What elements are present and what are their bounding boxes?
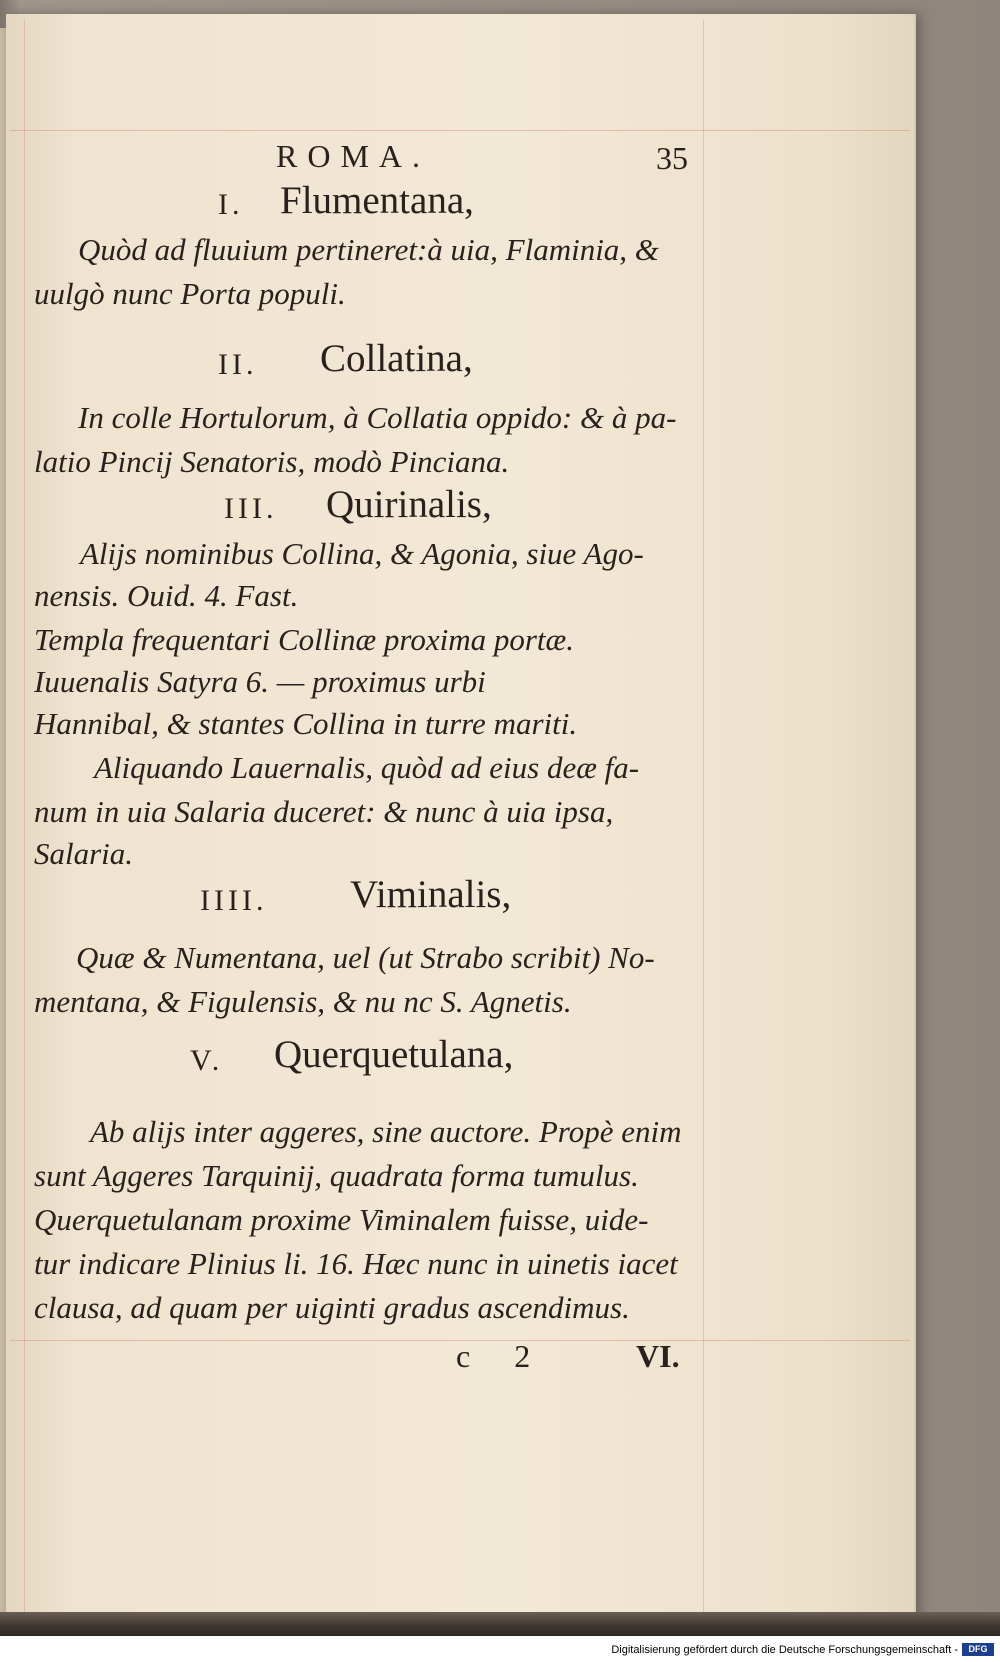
body-line: clausa, ad quam per uiginti gradus ascendimus. bbox=[34, 1290, 630, 1325]
body-line: mentana, & Figulensis, & nu nc S. Agnetis. bbox=[34, 984, 572, 1019]
body-line: Alijs nominibus Collina, & Agonia, siue Ago- bbox=[80, 536, 644, 571]
top-rule bbox=[10, 130, 910, 131]
body-line: Quòd ad fluuium pertineret:à uia, Flaminia, & bbox=[78, 232, 659, 267]
section-numeral: I. bbox=[218, 188, 244, 221]
body-line: num in uia Salaria duceret: & nunc à uia ipsa, bbox=[34, 794, 614, 829]
body-line: Querquetulanam proxime Viminalem fuisse, uide- bbox=[34, 1202, 649, 1237]
page-number: 35 bbox=[656, 140, 688, 176]
catchword: VI. bbox=[636, 1338, 680, 1374]
body-line: tur indicare Plinius li. 16. Hæc nunc in uinetis iacet bbox=[34, 1246, 678, 1281]
body-line: uulgò nunc Porta populi. bbox=[34, 276, 346, 311]
body-line: Templa frequentari Collinæ proxima portæ. bbox=[34, 622, 574, 657]
running-head: ROMA. bbox=[276, 138, 431, 174]
credit-text: Digitalisierung gefördert durch die Deutsche Forschungsgemeinschaft - bbox=[611, 1644, 958, 1656]
section-numeral: III. bbox=[224, 492, 278, 525]
section-numeral: II. bbox=[218, 348, 258, 381]
body-line: Quæ & Numentana, uel (ut Strabo scribit) No- bbox=[76, 940, 655, 975]
body-line: latio Pincij Senatoris, modò Pinciana. bbox=[34, 444, 510, 479]
section-numeral: V. bbox=[190, 1044, 224, 1077]
section-title: Flumentana, bbox=[280, 179, 474, 222]
credit-strip bbox=[0, 1636, 1000, 1662]
section-title: Quirinalis, bbox=[326, 483, 492, 526]
right-margin-rule bbox=[703, 20, 704, 1620]
section-title: Querquetulana, bbox=[274, 1033, 514, 1076]
body-line: Iuuenalis Satyra 6. — proximus urbi bbox=[34, 664, 486, 699]
body-line: nensis. Ouid. 4. Fast. bbox=[34, 578, 299, 613]
scanner-shadow bbox=[0, 1612, 1000, 1636]
section-title: Viminalis, bbox=[350, 873, 512, 916]
left-margin-rule bbox=[24, 20, 25, 1620]
section-numeral: IIII. bbox=[200, 884, 268, 917]
section-title: Collatina, bbox=[320, 337, 473, 380]
dfg-logo: DFG bbox=[962, 1643, 994, 1656]
body-line: Hannibal, & stantes Collina in turre mariti. bbox=[34, 706, 578, 741]
body-line: Aliquando Lauernalis, quòd ad eius deæ fa- bbox=[94, 750, 640, 785]
signature-mark: c 2 bbox=[456, 1338, 549, 1374]
body-line: sunt Aggeres Tarquinij, quadrata forma tumulus. bbox=[34, 1158, 639, 1193]
body-line: Salaria. bbox=[34, 836, 134, 871]
body-line: Ab alijs inter aggeres, sine auctore. Propè enim bbox=[90, 1114, 682, 1149]
body-line: In colle Hortulorum, à Collatia oppido: & à pa- bbox=[78, 400, 677, 435]
